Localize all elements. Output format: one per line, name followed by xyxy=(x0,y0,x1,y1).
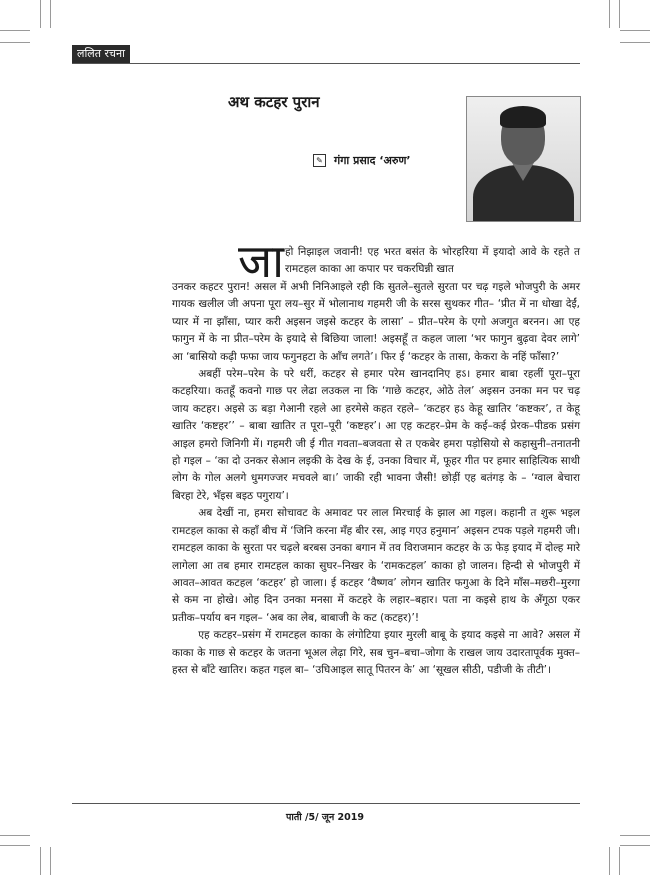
paragraph-1: उनकर कहटर पुरान! असल में अभी निनिआइले रही कि सुतले–सुतले सुरता पर चढ़ गइले भोजपुरी के अमर गायक खलील जी अपना पूरा लय–सुर में भोलानाथ गहमरी जी के सरस सुथकर गीत– ‘प्रीत में ना धोखा देईं, प्यार में ना झाँसा, प्यार करी अइसन जइसे कटहर के लासा’ – प्रीत–परेम के एगो अजगुत बरनन। आ एह फागुन में के ना प्रीत–परेम के इयादे से बिछिया जाला! अइसहूँ त कहल जाला ‘भर फागुन बुढ़वा देवर लागे’ आ ‘बासियो कढ़ी फफा जाय फगुनहटा के आँच लगते’। फिर ई ‘कटहर के तासा, केकरा के नहिं फाँसा?’ xyxy=(172,281,580,363)
crop-mark-top-right-v2 xyxy=(619,0,620,28)
crop-mark-top-right-h xyxy=(620,30,650,31)
crop-mark-top-right-h2 xyxy=(620,42,650,43)
crop-mark-top-right-v xyxy=(609,0,610,28)
author-byline xyxy=(313,153,411,168)
section-tag: ललित रचना xyxy=(72,45,130,63)
author-name: गंगा प्रसाद ‘अरुण’ xyxy=(334,154,411,167)
drop-cap: जा xyxy=(238,234,285,288)
article-title: अथ कटहर पुरान xyxy=(228,93,320,111)
page-footer: पाती /5/ जून 2019 xyxy=(286,812,364,823)
crop-mark-top-left-h xyxy=(0,30,30,31)
first-lines xyxy=(285,244,580,279)
crop-mark-bottom-right-v2 xyxy=(619,847,620,875)
crop-mark-bottom-right-h2 xyxy=(620,845,650,846)
pen-icon: ✎ xyxy=(313,154,326,167)
crop-mark-bottom-right-h xyxy=(620,835,650,836)
footer-rule xyxy=(72,803,580,804)
header-rule xyxy=(72,63,580,64)
crop-mark-top-left-v xyxy=(40,0,41,28)
paragraph-2: अबहीं परेम–परेम के परे धरीं, कटहर से हमार परेम खानदानिए हऽ। हमार बाबा रहलीं पूरा–पूरा कटहरिया। कतहूँ कवनो गाछ पर लेढा लउकल ना कि ‘गाछे कटहर, ओठे तेल’ अइसन उनका मन पर चढ़ जाय कटहर। अइसे ऊ बड़ा गेआनी रहले आ हरमेसे कहत रहले– ‘कटहर हऽ केहू खातिर ‘कष्टकर’, त केहू खातिर ‘कष्टहर’’ – बाबा खातिर त पूरा–पूरी ‘कष्टहर’। आ एह कटहर–प्रेम के कई–कई प्रेरक–पीडक प्रसंग आइल हमरो जिनिगी में। गहमरी जी ई गीत गवता–बजवता से त एकबेर हमरा पड़ोसियो से कहासुनी–तनातनी हो गइल – ‘का दो उनकर सेआन लइकी के देख के ई, उनका विचार में, फूहर गीत पर हमार साहित्यिक साथी लोग के गोल अलगे धुमगज्जर मचवले बा।’ जाकी रही भावना जैसी! छोड़ीं एह बतंगड़ के – ‘ग्वाल बेचारा बिरहा टेरे, भँइस बइठ पगुराय’। xyxy=(172,368,580,502)
crop-mark-bottom-left-h2 xyxy=(0,845,30,846)
crop-mark-bottom-left-h xyxy=(0,835,30,836)
crop-mark-bottom-left-v xyxy=(40,847,41,875)
article-body xyxy=(172,279,580,679)
author-portrait xyxy=(466,96,581,222)
paragraph-3: अब देखीं ना, हमरा सोचावट के अमावट पर लाल मिरचाई के झाल आ गइल। कहानी त शुरू भइल रामटहल काका से कहाँ बीच में ‘जिनि करना मँह बीर रस, आइ गएउ हनुमान’ अइसन टपक पड़ले गहमरी जी। रामटहल काका के सुरता पर चढ़ले बरबस उनका बगान में तव विराजमान कटहर के ऊ फेड़ इयाद में दोल्ह मारे लागेला आ तब हमार रामटहल काका सुघर–निखर के ‘रामकटहल’ काका हो जालन। हिन्दी से भोजपुरी में आवत–आवत कटहल ‘कटहर’ हो जाला। ई कटहर ‘वैष्णव’ लोगन खातिर फगुआ के दिने माँस–मछरी–मुरगा से कम ना होखे। ओह दिन उनका मनसा में कटहरे के लहार–बहार। पता ना कइसे हाथ के अँगूठा एकर प्रतीक–पर्याय बन गइल– ‘अब का लेब, बाबाजी के कट (कटहर)’! xyxy=(172,507,580,624)
crop-mark-bottom-right-v xyxy=(609,847,610,875)
crop-mark-top-left-v2 xyxy=(50,0,51,28)
crop-mark-bottom-left-v2 xyxy=(50,847,51,875)
opening-text: हो निझाइल जवानी! एह भरत बसंत के भोरहरिया में इयादो आवे के रहते त रामटहल काका आ कपार पर चकरघिन्नी खात xyxy=(285,246,580,276)
paragraph-4: एह कटहर–प्रसंग में रामटहल काका के लंगोटिया इयार मुरली बाबू के इयाद कइसे ना आवे? असल में काका के गाछ से कटहर के जतना भूअल लेढ़ा गिरे, सब चुन–बचा–जोगा के राखल जाय उदारतापूर्वक मुक्त–हस्त से बाँटे खातिर। कहत गइल बा– ‘उघिआइल सातू पितरन के’ आ ‘सूखल सीठी, पडीजी के तीटी’। xyxy=(172,629,580,676)
crop-mark-top-left-h2 xyxy=(0,42,30,43)
